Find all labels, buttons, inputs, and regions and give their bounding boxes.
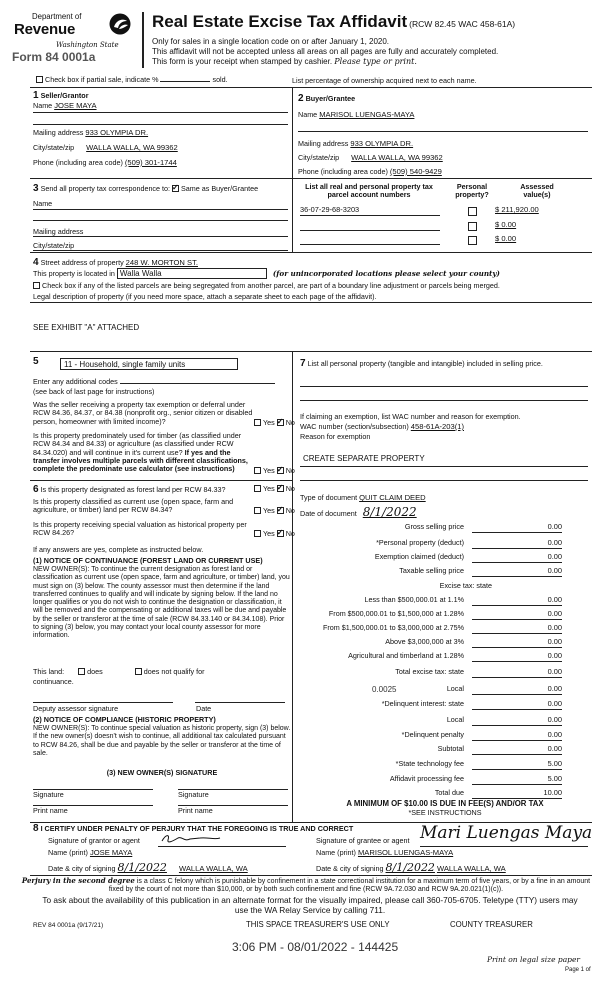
perjury-title: Perjury in the second degree: [21, 876, 135, 885]
mail-label: Mailing address: [33, 128, 84, 137]
tax-row-label: Exemption claimed (deduct): [374, 552, 464, 561]
current-use-answer: [254, 507, 295, 515]
personal-property-checkbox[interactable]: [468, 207, 477, 216]
corr-mail-label: Mailing address: [33, 227, 84, 236]
personal-property-label: List all personal property (tangible and intangible) included in selling price.: [307, 359, 543, 368]
grantee-print-name[interactable]: MARISOL LUENGAS-MAYA: [357, 848, 454, 857]
tax-row: [300, 700, 562, 711]
uninc-note: (for unincorporated locations please select your county): [272, 269, 500, 278]
minimum-note: A MINIMUM OF $10.00 IS DUE IN FEE(S) AND/OR TAX: [346, 799, 544, 808]
tax-row-label: Total due: [434, 788, 464, 797]
tax-row-value[interactable]: 0.00: [472, 716, 562, 726]
form-title: [152, 12, 515, 32]
location-select[interactable]: Walla Walla: [117, 268, 267, 279]
assessed-value[interactable]: $ 0.00: [495, 220, 517, 229]
partial-sale-label: Check box if partial sale, indicate %: [45, 75, 159, 84]
tax-row-value[interactable]: 0.00: [472, 624, 562, 634]
tax-row-value[interactable]: 5.00: [472, 775, 562, 785]
forest-question: [33, 484, 255, 496]
revenue-swirl-icon: [108, 12, 132, 36]
no-label: No: [285, 506, 295, 515]
grantor-signature[interactable]: [158, 832, 258, 846]
answers-note: If any answers are yes, complete as instructed below.: [33, 545, 204, 554]
timber-question: [33, 432, 255, 473]
seller-city-row: [33, 144, 288, 153]
certification-text: I CERTIFY UNDER PENALTY OF PERJURY THAT THE FOREGOING IS TRUE AND CORRECT: [40, 824, 354, 833]
perjury-notice: [20, 877, 592, 894]
grantor-name-row: [48, 849, 132, 858]
ownership-note: List percentage of ownership acquired next to each name.: [292, 76, 477, 85]
new-owner-print-label-2: Print name: [178, 806, 213, 815]
section-1-heading: [33, 90, 89, 102]
section-number: 4: [33, 257, 39, 268]
section-number: 8: [33, 823, 39, 834]
name-label: Name: [298, 110, 318, 119]
section-7-heading: [300, 358, 560, 370]
wac-number[interactable]: 458-61A-203(1): [410, 422, 464, 431]
buyer-name-row: [298, 111, 588, 120]
tax-row-value[interactable]: 0.00: [472, 731, 562, 741]
perjury-text: is a class C felony which is punishable by confinement in a state correctional institution for a maximum term of five years, or by a fine in an amount fixed by the court of not more than $10,000, or by both such confinement and fine (RCW 9A.72.030 and RCW 9A.20.021(1)(c)).: [108, 878, 591, 894]
section-number: 1: [33, 90, 39, 101]
seller-city[interactable]: WALLA WALLA, WA 99362: [86, 143, 178, 152]
buyer-phone-row: [298, 168, 588, 177]
partial-sale-checkbox[interactable]: [36, 76, 43, 83]
tax-row-value[interactable]: 0.00: [472, 685, 562, 695]
local-rate: 0.0025: [372, 685, 397, 694]
tax-row: [300, 716, 562, 727]
yes-label: Yes: [263, 466, 275, 475]
seller-heading: Seller/Grantor: [40, 91, 89, 100]
does-checkbox[interactable]: [78, 668, 85, 675]
section-3-heading: [33, 183, 258, 195]
city-label: City/state/zip: [298, 153, 340, 162]
tax-row: [300, 539, 562, 550]
corr-city-label: City/state/zip: [33, 241, 75, 250]
located-label: This property is located in: [33, 269, 115, 278]
section-2-heading: [298, 93, 355, 105]
doc-type-row: [300, 494, 426, 503]
assessed-col-header: Assessed value(s): [520, 182, 554, 200]
continuance-label: continuance.: [33, 677, 74, 686]
tax-row: [300, 745, 562, 756]
doc-type[interactable]: QUIT CLAIM DEED: [359, 493, 426, 502]
correspondence-label: Send all property tax correspondence to:: [40, 184, 171, 193]
grantor-signature-label: Signature of grantor or agent: [48, 836, 140, 845]
grantor-sig-row: [48, 837, 140, 845]
buyer-heading: Buyer/Grantee: [305, 94, 356, 103]
tax-row: [300, 685, 562, 696]
alt-format-note: To ask about the availability of this publication in an alternate format for the visually impaired, please call 360-705-6705. Teletype (TTY) users may use the WA Relay Service by calling 711.: [42, 895, 578, 915]
this-land-row: [33, 668, 291, 676]
tax-row-label: Taxable selling price: [399, 566, 464, 575]
addl-codes-row: [33, 378, 288, 386]
notice-2-text: NEW OWNER(S): To continue special valuation as historic property, sign (3) below. If the new owner(s) doesn't wish to continue, all additional tax calculated pursuant to RCW 84.26, shall be due and payable by the seller or transferor at the time of sale.: [33, 725, 291, 757]
this-land-label: This land:: [33, 667, 65, 676]
notice-1-title: (1) NOTICE OF CONTINUANCE (FOREST LAND OR CURRENT USE): [33, 556, 263, 565]
yes-label: Yes: [263, 506, 275, 515]
legal-description-box[interactable]: [30, 302, 592, 352]
exemption-claim-label: If claiming an exemption, list WAC number and reason for exemption.: [300, 412, 521, 421]
seller-mail-row: [33, 129, 288, 138]
tax-row: [300, 553, 562, 564]
doc-date[interactable]: 8/1/2022: [362, 505, 417, 519]
dept-line3: Washington State: [56, 41, 119, 49]
no-checkbox[interactable]: [277, 485, 284, 492]
legal-size-note: Print on legal size paper: [487, 955, 580, 964]
tax-row-label: *Delinquent penalty: [401, 730, 464, 739]
type-print-note: Please type or print.: [334, 57, 417, 66]
tax-row-label: *Delinquent interest: state: [381, 699, 464, 708]
seller-mail[interactable]: 933 OLYMPIA DR.: [85, 128, 149, 137]
seller-name-row: [33, 102, 288, 111]
tax-row-label: *State technology fee: [395, 759, 464, 768]
timber-text: Is this property predominately used for timber (as classified under RCW 84.34 and 84.33) or agriculture (as classified under RCW 84.34.020) and will continue in it's current use?: [33, 431, 242, 457]
tax-row-label: From $500,000.01 to $1,500,000 at 1.28%: [328, 609, 464, 618]
yes-checkbox[interactable]: [254, 530, 261, 537]
personal-property-checkbox[interactable]: [468, 236, 477, 245]
no-label: No: [285, 484, 295, 493]
see-instructions: *SEE INSTRUCTIONS: [408, 808, 482, 817]
rev-number: REV 84 0001a (9/17/21): [33, 922, 104, 929]
section-number: 3: [33, 183, 39, 194]
historic-question: Is this property receiving special valuation as historical property per RCW 84.26?: [33, 520, 247, 538]
seller-name[interactable]: JOSE MAYA: [54, 101, 97, 110]
new-owner-print-label: Print name: [33, 806, 68, 815]
grantee-date-row: [316, 862, 506, 875]
yes-checkbox[interactable]: [254, 485, 261, 492]
tax-row: [300, 624, 562, 635]
tax-row-value[interactable]: 0.00: [472, 539, 562, 549]
historic-answer: [254, 530, 295, 538]
new-owner-signature-label-2: Signature: [178, 790, 209, 799]
name-print-label: Name (print): [316, 848, 356, 857]
section-4-street-row: [33, 257, 198, 269]
property-street[interactable]: 248 W. MORTON ST.: [125, 258, 198, 267]
buyer-name[interactable]: MARISOL LUENGAS-MAYA: [319, 110, 415, 119]
wac-row: [300, 423, 464, 432]
tax-row-value[interactable]: 0.00: [472, 567, 562, 577]
wac-label: WAC number (section/subsection): [300, 422, 409, 431]
assessed-value[interactable]: $ 211,920.00: [495, 205, 539, 214]
exemption-question: Was the seller receiving a property tax exemption or deferral under RCW 84.36, 84.37, or 84.38 (nonprofit org., senior citizen or disabled person, homeowner with limited income)?: [33, 400, 253, 426]
exemption-answer: [254, 419, 295, 427]
tax-row-value[interactable]: 0.00: [472, 553, 562, 563]
parcel-row: [300, 206, 590, 217]
segregated-label: Check box if any of the listed parcels are being segregated from another parcel, are part of a boundary line adjustment or parcels being merged.: [42, 281, 500, 290]
grantor-date-row: [48, 862, 248, 875]
tax-row-value[interactable]: 0.00: [472, 596, 562, 606]
personal-col-header: Personal property?: [455, 182, 489, 200]
deputy-date-label: Date: [196, 704, 212, 713]
tax-row-value[interactable]: 5.00: [472, 760, 562, 770]
timber-note: If yes and the transfer involves multiple parcels with different classifications, complete the predominate use calculator (see instructions): [33, 447, 248, 474]
tax-row: [300, 731, 562, 742]
doc-date-row: [300, 506, 417, 520]
does-label: does: [87, 667, 103, 676]
tax-row-label: Local: [446, 684, 464, 693]
tax-row-value[interactable]: 0.00: [472, 652, 562, 662]
phone-label: Phone (including area code): [33, 158, 123, 167]
tax-row: [300, 760, 562, 771]
section-number: 7: [300, 358, 306, 369]
county-treasurer: COUNTY TREASURER: [450, 920, 533, 929]
tax-row-label: Subtotal: [437, 744, 464, 753]
seller-phone[interactable]: (509) 301-1744: [124, 158, 177, 167]
no-checkbox[interactable]: [277, 467, 284, 474]
dept-line1: Department of: [32, 12, 82, 21]
yes-checkbox[interactable]: [254, 507, 261, 514]
grantee-signature-label: Signature of grantee or agent: [316, 836, 410, 845]
parcel-row: [300, 235, 590, 246]
buyer-phone[interactable]: (509) 540-9429: [389, 167, 442, 176]
buyer-city-row: [298, 154, 588, 163]
new-owner-signature-label: Signature: [33, 790, 64, 799]
grantor-print-name[interactable]: JOSE MAYA: [89, 848, 133, 857]
subtitle-2: This affidavit will not be accepted unless all areas on all pages are fully and accurately completed.: [152, 47, 499, 56]
receipt-stamp: 3:06 PM - 08/01/2022 - 144425: [232, 940, 399, 954]
does-not-checkbox[interactable]: [135, 668, 142, 675]
segregated-row: [33, 282, 500, 290]
tax-row-label: Above $3,000,000 at 3%: [385, 637, 464, 646]
grantee-signature[interactable]: Mari Luengas Maya: [420, 823, 593, 843]
tax-row-label: Agricultural and timberland at 1.28%: [348, 651, 464, 660]
section-5-number: 5: [33, 356, 39, 367]
rcw-reference: (RCW 82.45 WAC 458-61A): [409, 19, 516, 29]
assessed-value[interactable]: $ 0.00: [495, 234, 517, 243]
segregated-checkbox[interactable]: [33, 282, 40, 289]
grantee-sign-city[interactable]: WALLA WALLA, WA: [436, 864, 506, 873]
parcel-row: [300, 221, 590, 232]
addl-codes-label: Enter any additional codes: [33, 377, 118, 386]
yes-checkbox[interactable]: [254, 467, 261, 474]
grantee-name-row: [316, 849, 453, 858]
located-row: [33, 268, 500, 279]
tax-row-label: Affidavit processing fee: [389, 774, 464, 783]
buyer-mail-row: [298, 140, 588, 149]
tax-row: [300, 523, 562, 534]
form-number: Form 84 0001a: [12, 50, 96, 64]
tax-row: [300, 638, 562, 649]
grantee-sign-date[interactable]: 8/1/2022: [385, 861, 435, 874]
forest-text: Is this property designated as forest land per RCW 84.33?: [40, 485, 226, 494]
tax-row: [300, 775, 562, 786]
reason-label: Reason for exemption: [300, 432, 371, 441]
page-title: Real Estate Excise Tax Affidavit: [152, 12, 408, 31]
subtitle-1: Only for sales in a single location code on or after January 1, 2020.: [152, 37, 390, 46]
doc-date-label: Date of document: [300, 509, 357, 518]
date-city-label: Date & city of signing: [316, 864, 384, 873]
grantee-sig-row: [316, 837, 410, 845]
notice-3-title: (3) NEW OWNER(S) SIGNATURE: [106, 768, 218, 777]
date-city-label: Date & city of signing: [48, 864, 116, 873]
timber-answer: [254, 467, 295, 475]
does-not-label: does not qualify for: [143, 667, 205, 676]
dept-line2: Revenue: [14, 21, 76, 38]
no-checkbox[interactable]: [277, 507, 284, 514]
corr-name-label: Name: [33, 199, 53, 208]
treasurer-only: THIS SPACE TREASURER'S USE ONLY: [246, 920, 390, 929]
name-label: Name: [33, 101, 53, 110]
section-number: 6: [33, 484, 39, 495]
parcel-col-header: List all real and personal property tax parcel account numbers: [305, 182, 433, 200]
tax-row: [300, 582, 562, 593]
tax-row-label: *Personal property (deduct): [376, 538, 464, 547]
parcel-number[interactable]: [300, 235, 440, 245]
no-label: No: [285, 466, 295, 475]
tax-row-value[interactable]: 0.00: [472, 523, 562, 533]
yes-checkbox[interactable]: [254, 419, 261, 426]
legal-description: SEE EXHIBIT "A" ATTACHED: [33, 323, 140, 332]
street-label: Street address of property: [40, 258, 124, 267]
subtitle-3: [152, 57, 417, 66]
tax-row: [300, 668, 562, 679]
tax-row-value[interactable]: 0.00: [472, 668, 562, 678]
tax-row-label: Gross selling price: [404, 522, 464, 531]
tax-row-label: Total excise tax: state: [395, 667, 464, 676]
no-checkbox[interactable]: [277, 419, 284, 426]
page-number: Page 1 of: [565, 967, 591, 973]
personal-property-checkbox[interactable]: [468, 222, 477, 231]
exemption-reason[interactable]: CREATE SEPARATE PROPERTY: [303, 454, 425, 463]
tax-row-value[interactable]: 0.00: [472, 610, 562, 620]
tax-row: [300, 652, 562, 663]
grantor-sign-city[interactable]: WALLA WALLA, WA: [178, 864, 248, 873]
tax-row-label: Local: [446, 715, 464, 724]
buyer-city[interactable]: WALLA WALLA, WA 99362: [351, 153, 443, 162]
deputy-signature-label: Deputy assessor signature: [33, 704, 119, 713]
tax-row-label: Less than $500,000.01 at 1.1%: [364, 595, 464, 604]
tax-row-label: Excise tax: state: [439, 581, 492, 590]
tax-row-label: From $1,500,000.01 to $3,000,000 at 2.75%: [322, 623, 464, 632]
current-use-question: Is this property classified as current use (open space, farm and agriculture, or timber) land per RCW 84.34?: [33, 497, 234, 515]
notice-1-text: NEW OWNER(S): To continue the current designation as forest land or classification as current use (open space, farm and agriculture, or timber) land, you must sign on (3) below. The county assessor must then determine if the land transferred continues to qualify and will indicate by signing below. If the land no longer qualifies or you do not wish to continue the designation or classification, it will be removed and the compensating or additional taxes will be due and payable by the seller or transferor at the time of sale (RCW 84.33.140 or 84.34.108). Prior to signing (3) below, you may contact your local county assessor for more information.: [33, 566, 290, 639]
no-label: No: [285, 529, 295, 538]
same-as-buyer-label: Same as Buyer/Grantee: [181, 184, 259, 193]
city-label: City/state/zip: [33, 143, 75, 152]
forest-answer: [254, 485, 295, 493]
tax-row: [300, 567, 562, 578]
name-print-label: Name (print): [48, 848, 88, 857]
parcel-number[interactable]: 36-07-29-68-3203: [300, 206, 440, 216]
tax-row-value[interactable]: 10.00: [472, 789, 562, 799]
yes-label: Yes: [263, 418, 275, 427]
tax-row-value[interactable]: 0.00: [472, 700, 562, 710]
no-checkbox[interactable]: [277, 530, 284, 537]
grantor-sign-date[interactable]: 8/1/2022: [117, 861, 167, 874]
phone-label: Phone (including area code): [298, 167, 388, 176]
use-code-select[interactable]: 11 - Household, single family units: [60, 358, 238, 370]
yes-label: Yes: [263, 484, 275, 493]
yes-label: Yes: [263, 529, 275, 538]
buyer-mail[interactable]: 933 OLYMPIA DR.: [350, 139, 414, 148]
tax-row: [300, 610, 562, 621]
addl-codes-note: (see back of last page for instructions): [33, 387, 155, 396]
partial-sale-row: [36, 76, 296, 84]
seller-phone-row: [33, 159, 288, 168]
dor-logo: [8, 10, 138, 68]
no-label: No: [285, 418, 295, 427]
receipt-note: This form is your receipt when stamped by cashier.: [152, 57, 335, 66]
parcel-number[interactable]: [300, 221, 440, 231]
section-number: 2: [298, 93, 304, 104]
sold-label: sold.: [212, 75, 228, 84]
mail-label: Mailing address: [298, 139, 349, 148]
tax-row-value[interactable]: 0.00: [472, 638, 562, 648]
tax-row-value[interactable]: 0.00: [472, 745, 562, 755]
same-as-buyer-checkbox[interactable]: [172, 185, 179, 192]
notice-2-title: (2) NOTICE OF COMPLIANCE (HISTORIC PROPERTY): [33, 715, 216, 724]
legal-label: Legal description of property (if you need more space, attach a separate sheet to each page of the affidavit).: [33, 292, 377, 301]
doc-type-label: Type of document: [300, 493, 358, 502]
tax-row: [300, 596, 562, 607]
